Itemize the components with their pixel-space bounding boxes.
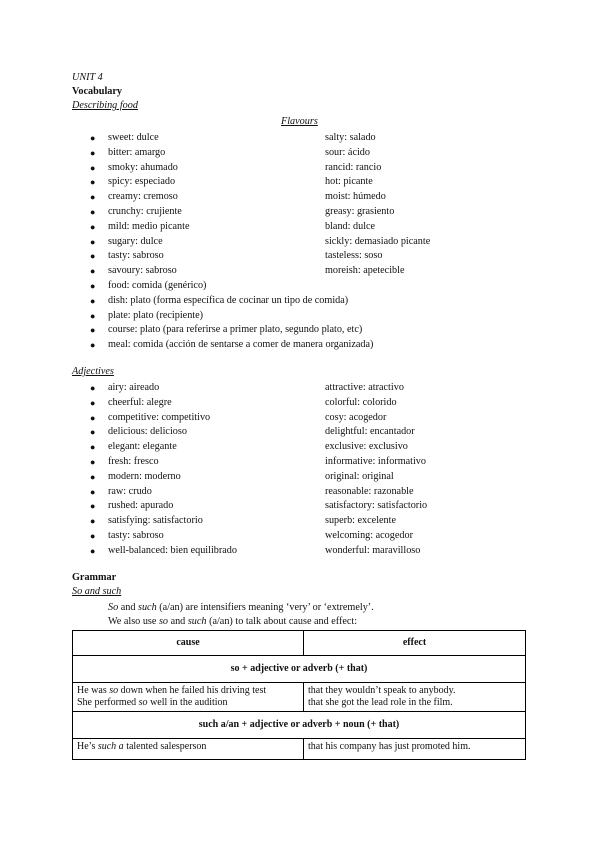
bullet-icon: ● [90, 427, 96, 438]
flavours-heading: Flavours [281, 116, 318, 127]
list-item [90, 309, 550, 323]
term-left: elegant: elegante [108, 441, 177, 453]
term-left: rushed: apurado [108, 500, 174, 512]
list-item [90, 190, 550, 204]
list-item [90, 440, 550, 454]
so-effect-cell [304, 683, 526, 712]
term-left: well-balanced: bien equilibrado [108, 544, 237, 556]
bullet-icon: ● [90, 501, 96, 512]
and-word: and [168, 616, 188, 627]
list-item [90, 381, 550, 395]
bullet-icon: ● [90, 383, 96, 393]
term-left: smoky: ahumado [108, 161, 178, 173]
bullet-icon: ● [90, 162, 96, 173]
such-word: such [187, 616, 207, 627]
text-part: down when he failed his driving test [118, 685, 267, 696]
list-item [90, 396, 550, 410]
term-right: original: original [325, 470, 394, 482]
bullet-icon: ● [90, 412, 96, 423]
bullet-icon: ● [90, 251, 96, 262]
cause-column-header: cause [73, 631, 304, 656]
term-left: meal: comida (acción de sentarse a comer de manera organizada) [108, 339, 374, 351]
cause-line [77, 685, 299, 697]
list-item [90, 235, 550, 249]
term-right: exclusive: exclusivo [325, 441, 408, 453]
describing-food-heading: Describing food [72, 100, 138, 111]
text-part: He was [77, 685, 110, 696]
bullet-icon: ● [90, 457, 96, 467]
term-left: sugary: dulce [108, 235, 163, 247]
term-right: salty: salado [325, 132, 376, 143]
cause-effect-table [72, 630, 526, 760]
such-effect-cell: that his company has just promoted him. [304, 739, 526, 760]
so-rule: so + adjective or adverb (+ that) [73, 656, 526, 683]
term-left: plate: plato (recipiente) [108, 309, 204, 321]
term-left: airy: aireado [108, 382, 160, 393]
term-left: delicious: delicioso [108, 426, 187, 438]
text-part: She performed [77, 697, 139, 708]
text-part: well in the audition [147, 697, 228, 708]
bullet-icon: ● [90, 147, 96, 158]
intensifier-explanation [108, 602, 374, 614]
term-right: rancid: rancio [325, 161, 382, 173]
bullet-icon: ● [90, 471, 96, 482]
term-left: dish: plato (forma específica de cocinar un tipo de comida) [108, 294, 349, 306]
so-word: So [108, 602, 119, 613]
explanation-rest: (a/an) to talk about cause and effect: [206, 616, 358, 627]
cause-line [77, 697, 299, 709]
such-a-word: such a [97, 741, 124, 752]
list-item [90, 205, 550, 219]
list-item [90, 485, 550, 499]
term-right: reasonable: razonable [325, 485, 414, 497]
list-item [90, 131, 550, 145]
term-left: satisfying: satisfactorio [108, 515, 203, 527]
list-item [90, 338, 550, 352]
term-left: fresh: fresco [108, 456, 159, 467]
term-right: cosy: acogedor [325, 411, 387, 423]
table-row [73, 683, 526, 712]
term-right: satisfactory: satisfactorio [325, 500, 428, 512]
term-left: competitive: competitivo [108, 411, 211, 423]
bullet-icon: ● [90, 192, 96, 203]
term-right: moist: húmedo [325, 191, 386, 203]
bullet-icon: ● [90, 545, 96, 556]
adjectives-heading: Adjectives [72, 366, 114, 377]
term-right: sickly: demasiado picante [325, 235, 431, 247]
effect-line: that they wouldn’t speak to anybody. [308, 685, 456, 696]
bullet-icon: ● [90, 340, 96, 351]
bullet-icon: ● [90, 531, 96, 541]
term-right: welcoming: acogedor [325, 530, 413, 541]
bullet-icon: ● [90, 207, 96, 217]
list-item [90, 470, 550, 484]
table-header-row [73, 631, 526, 656]
bullet-icon: ● [90, 486, 96, 497]
bullet-icon: ● [90, 266, 96, 277]
list-item [90, 279, 550, 293]
so-word: so [138, 697, 148, 708]
term-left: mild: medio picante [108, 220, 190, 232]
term-left: modern: moderno [108, 470, 181, 482]
term-right: bland: dulce [325, 220, 376, 232]
list-item [90, 514, 550, 528]
so-word: so [109, 685, 119, 696]
term-right: delightful: encantador [325, 426, 415, 438]
so-cause-cell [73, 683, 304, 712]
term-right: informative: informativo [325, 456, 426, 467]
term-right: wonderful: maravilloso [325, 544, 421, 556]
term-left: tasty: sabroso [108, 530, 164, 541]
term-right: attractive: atractivo [325, 382, 404, 393]
term-left: raw: crudo [108, 485, 152, 497]
bullet-icon: ● [90, 442, 96, 453]
such-word: such [138, 602, 157, 613]
term-left: spicy: especiado [108, 176, 176, 188]
so-and-such-heading: So and such [72, 586, 122, 597]
list-item [90, 411, 550, 425]
list-item [90, 146, 550, 160]
such-cause-cell [73, 739, 304, 760]
bullet-icon: ● [90, 295, 96, 306]
bullet-icon: ● [90, 516, 96, 527]
list-item [90, 544, 550, 558]
bullet-icon: ● [90, 133, 96, 143]
list-item [90, 499, 550, 513]
list-item [90, 264, 550, 278]
bullet-icon: ● [90, 281, 96, 291]
text-part: talented salesperson [123, 741, 207, 752]
term-right: tasteless: soso [325, 250, 383, 262]
term-right: colorful: colorido [325, 396, 397, 408]
cause-effect-explanation [108, 616, 357, 628]
list-item [90, 161, 550, 175]
term-left: cheerful: alegre [108, 396, 172, 408]
so-word: so [158, 616, 169, 627]
unit-heading: UNIT 4 [72, 72, 103, 83]
bullet-icon: ● [90, 236, 96, 247]
text-part: He’s [77, 741, 98, 752]
list-item [90, 529, 550, 543]
bullet-icon: ● [90, 325, 96, 336]
term-left: crunchy: crujiente [108, 206, 182, 217]
list-item [90, 425, 550, 439]
table-rule-row [73, 656, 526, 683]
list-item [90, 455, 550, 469]
term-left: food: comida (genérico) [108, 280, 207, 291]
term-right: superb: excelente [325, 515, 396, 527]
bullet-icon: ● [90, 221, 96, 232]
bullet-icon: ● [90, 397, 96, 408]
list-item [90, 249, 550, 263]
term-left: tasty: sabroso [108, 250, 164, 262]
term-right: greasy: grasiento [325, 206, 395, 217]
term-left: sweet: dulce [108, 132, 159, 143]
grammar-heading: Grammar [72, 572, 117, 583]
term-right: hot: picante [325, 176, 373, 188]
term-left: course: plato (para referirse a primer plato, segundo plato, etc) [108, 324, 363, 336]
list-item [90, 220, 550, 234]
effect-line: that she got the lead role in the film. [308, 697, 453, 708]
bullet-icon: ● [90, 310, 96, 321]
term-left: savoury: sabroso [108, 265, 177, 277]
table-rule-row [73, 712, 526, 739]
explanation-rest: (a/an) are intensifiers meaning ‘very’ or ‘extremely’. [156, 602, 374, 613]
term-right: sour: ácido [325, 146, 370, 158]
list-item [90, 323, 550, 337]
list-item [90, 175, 550, 189]
term-left: bitter: amargo [108, 146, 166, 158]
effect-column-header: effect [304, 631, 526, 656]
term-left: creamy: cremoso [108, 191, 178, 203]
table-row [73, 739, 526, 760]
term-right: moreish: apetecible [325, 265, 405, 277]
bullet-icon: ● [90, 177, 96, 188]
such-rule: such a/an + adjective or adverb + noun (+ that) [73, 712, 526, 739]
list-item [90, 294, 550, 308]
explanation-start: We also use [108, 616, 159, 627]
vocabulary-heading: Vocabulary [72, 86, 123, 97]
and-word: and [118, 602, 138, 613]
